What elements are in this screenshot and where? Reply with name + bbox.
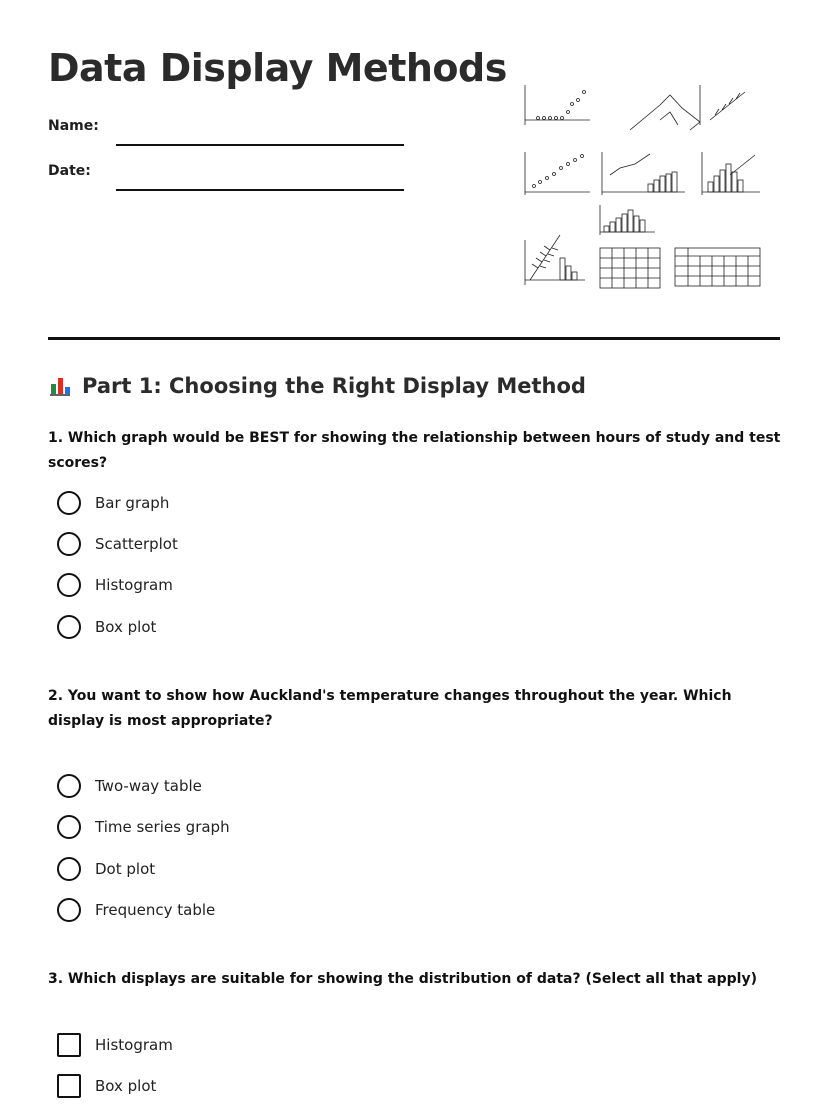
bar-chart-icon: [48, 374, 72, 398]
radio-button[interactable]: [57, 491, 81, 515]
radio-button[interactable]: [57, 898, 81, 922]
date-label: Date:: [48, 163, 91, 179]
radio-button[interactable]: [57, 532, 81, 556]
section-heading: [48, 374, 586, 398]
q3-option-histogram[interactable]: [57, 1033, 173, 1057]
q1-option-scatterplot[interactable]: [57, 532, 178, 556]
mountain-sketch: [630, 85, 745, 130]
question-3-text: 3. Which displays are suitable for showing the distribution of data? (Select all that apply): [48, 971, 757, 987]
option-label: Frequency table: [95, 901, 216, 919]
graph-collage-illustration: [520, 80, 765, 290]
two-way-table-sketch: [675, 248, 760, 286]
q2-option-two-way-table[interactable]: [57, 774, 202, 798]
date-input-line[interactable]: [116, 189, 404, 191]
checkbox[interactable]: [57, 1033, 81, 1057]
radio-button[interactable]: [57, 573, 81, 597]
option-label: Scatterplot: [95, 535, 178, 553]
line-bar-sketch: [602, 152, 685, 195]
worksheet-title: Data Display Methods: [48, 46, 507, 90]
section-title-text: Part 1: Choosing the Right Display Method: [82, 374, 586, 398]
option-label: Two-way table: [95, 777, 202, 795]
option-label: Box plot: [95, 618, 157, 636]
fern-sketch: [525, 235, 585, 285]
option-label: Time series graph: [95, 818, 230, 836]
option-label: Dot plot: [95, 860, 156, 878]
option-label: Box plot: [95, 1077, 157, 1095]
q2-option-dot-plot[interactable]: [57, 857, 155, 881]
section-divider: [48, 337, 780, 340]
option-label: Histogram: [95, 576, 173, 594]
name-label: Name:: [48, 118, 99, 134]
radio-button[interactable]: [57, 774, 81, 798]
q1-option-bar-graph[interactable]: [57, 491, 169, 515]
q2-option-frequency-table[interactable]: [57, 898, 215, 922]
dot-plot-sketch: [525, 85, 590, 125]
bar-chart-sketch: [600, 205, 655, 235]
q3-option-box-plot[interactable]: [57, 1074, 156, 1098]
question-2-text: 2. You want to show how Auckland's temperature changes throughout the year. Which display is most appropriate?: [48, 688, 732, 729]
question-1-text: 1. Which graph would be BEST for showing the relationship between hours of study and test scores?: [48, 430, 781, 471]
scatter-sketch: [525, 152, 590, 195]
grid-table-sketch: [600, 248, 660, 288]
name-field: [48, 118, 404, 134]
radio-button[interactable]: [57, 615, 81, 639]
option-label: Histogram: [95, 1036, 173, 1054]
q1-option-box-plot[interactable]: [57, 615, 156, 639]
q1-option-histogram[interactable]: [57, 573, 173, 597]
option-label: Bar graph: [95, 494, 170, 512]
radio-button[interactable]: [57, 815, 81, 839]
q2-option-time-series-graph[interactable]: [57, 815, 230, 839]
date-field: [48, 163, 404, 179]
radio-button[interactable]: [57, 857, 81, 881]
name-input-line[interactable]: [116, 144, 404, 146]
checkbox[interactable]: [57, 1074, 81, 1098]
histogram-sketch: [702, 152, 760, 195]
